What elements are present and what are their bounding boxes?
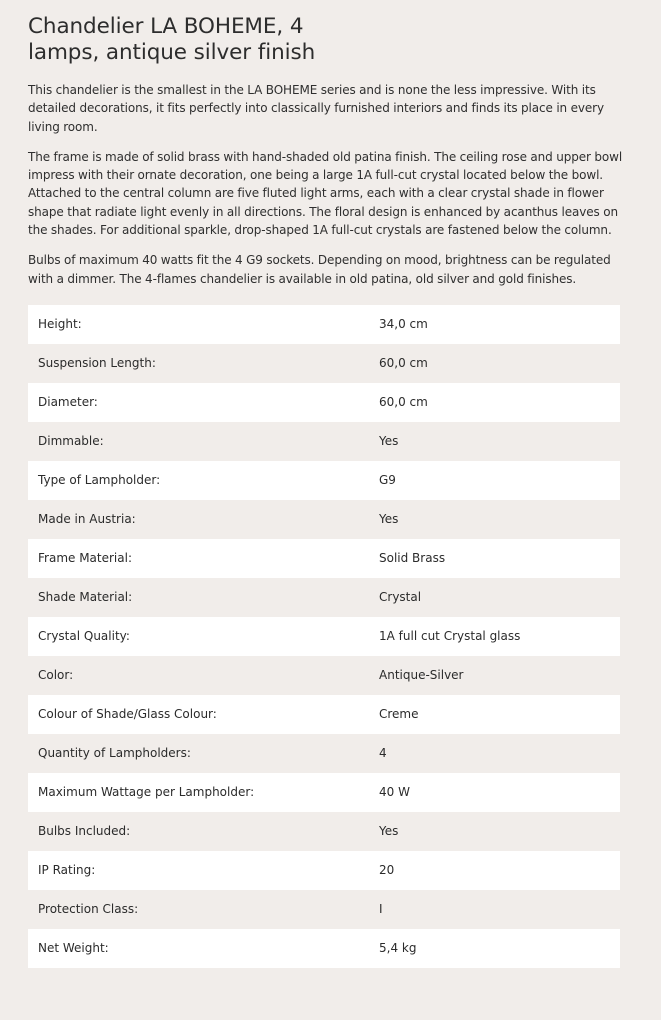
spec-row-frame-material [28,539,620,578]
spec-label: Type of Lampholder: [38,473,161,488]
spec-label: Crystal Quality: [38,629,130,644]
spec-label: Protection Class: [38,902,139,917]
specifications-table [28,305,620,968]
spec-value: Yes [379,824,399,839]
spec-row-crystal-quality [28,617,620,656]
spec-value: 20 [379,863,395,878]
spec-value: Crystal [379,590,422,605]
spec-label: Dimmable: [38,434,104,449]
spec-label: Bulbs Included: [38,824,131,839]
spec-value: Antique-Silver [379,668,464,683]
spec-label: Suspension Length: [38,356,156,371]
spec-row-maximum-wattage [28,773,620,812]
spec-value: I [379,902,383,917]
description-paragraph: Bulbs of maximum 40 watts fit the 4 G9 sockets. Depending on mood, brightness can be regulated with a dimmer. The 4-flames chandelier is available in old patina, old silver and gold finishes. [28,253,611,286]
spec-row-dimmable [28,422,620,461]
spec-row-quantity-of-lampholders [28,734,620,773]
spec-value: Solid Brass [379,551,446,566]
spec-value: 40 W [379,785,410,800]
description-paragraph: This chandelier is the smallest in the LA BOHEME series and is none the less impressive. With its detailed decorations, it fits perfectly into classically furnished interiors and finds its place in every living room. [28,83,604,134]
spec-row-suspension-length [28,344,620,383]
spec-row-type-of-lampholder [28,461,620,500]
spec-value: Yes [379,512,399,527]
spec-label: Color: [38,668,74,683]
spec-row-protection-class [28,890,620,929]
spec-row-shade-colour [28,695,620,734]
description-paragraph: The frame is made of solid brass with hand-shaded old patina finish. The ceiling rose and upper bowl impress with their ornate decoration, one being a large 1A full-cut crystal located below the bowl. Attached to the central column are five fluted light arms, each with a clear crystal shade in flower shape that radiate light evenly in all directions. The floral design is enhanced by acanthus leaves on the shades. For additional sparkle, drop-shaped 1A full-cut crystals are fastened below the column. [28,149,623,238]
spec-label: Made in Austria: [38,512,136,527]
spec-row-height [28,305,620,344]
spec-row-net-weight [28,929,620,968]
page-title: Chandelier LA BOHEME, 4 lamps, antique silver finish [28,14,316,65]
spec-value: Yes [379,434,399,449]
product-description [28,81,633,288]
spec-value: Creme [379,707,419,722]
spec-label: Diameter: [38,395,98,410]
spec-label: Quantity of Lampholders: [38,746,191,761]
spec-row-ip-rating [28,851,620,890]
spec-value: 60,0 cm [379,395,428,410]
spec-label: Maximum Wattage per Lampholder: [38,785,255,800]
spec-row-bulbs-included [28,812,620,851]
spec-value: 4 [379,746,387,761]
spec-row-diameter [28,383,620,422]
spec-label: Frame Material: [38,551,132,566]
spec-value: 1A full cut Crystal glass [379,629,521,644]
spec-row-color [28,656,620,695]
spec-label: Height: [38,317,82,332]
spec-row-shade-material [28,578,620,617]
spec-value: 5,4 kg [379,941,417,956]
spec-label: Net Weight: [38,941,109,956]
spec-row-made-in-austria [28,500,620,539]
spec-label: IP Rating: [38,863,96,878]
spec-value: 34,0 cm [379,317,428,332]
spec-value: 60,0 cm [379,356,428,371]
spec-label: Colour of Shade/Glass Colour: [38,707,217,722]
spec-value: G9 [379,473,396,488]
spec-label: Shade Material: [38,590,133,605]
